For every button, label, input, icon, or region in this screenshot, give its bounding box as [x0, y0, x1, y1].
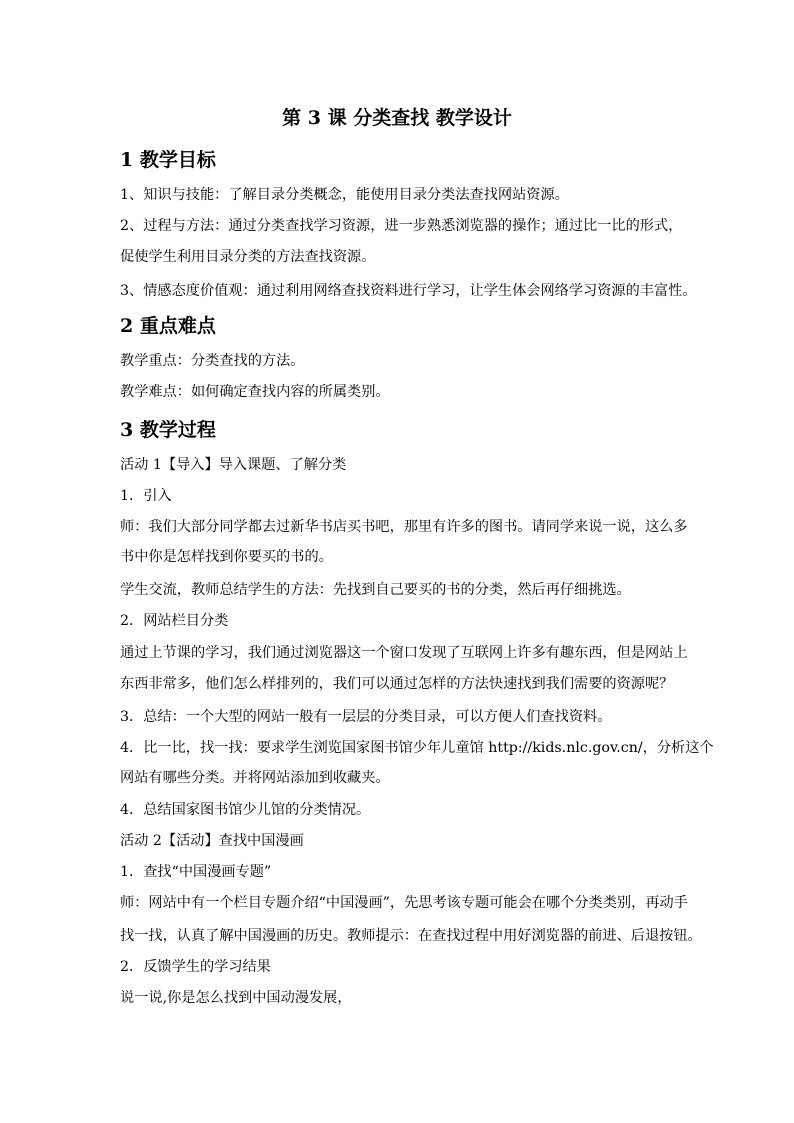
- paragraph-line: 2．反馈学生的学习结果: [120, 959, 271, 975]
- paragraph-line: 活动 1【导入】导入课题、了解分类: [120, 457, 347, 473]
- paragraph-line: 4．比一比，找一找：要求学生浏览国家图书馆少年儿童馆 http://kids.nlc.gov.cn/，分析这个: [120, 740, 714, 756]
- section-heading-process: 3 教学过程: [120, 419, 216, 441]
- paragraph-line: 师：我们大部分同学都去过新华书店买书吧，那里有许多的图书。请同学来说一说，这么多: [120, 519, 688, 535]
- paragraph-line: 说一说,你是怎么找到中国动漫发展，: [120, 990, 352, 1006]
- document-title: 第 3 课 分类查找 教学设计: [282, 107, 512, 129]
- paragraph-line: 1、知识与技能：了解目录分类概念，能使用目录分类法查找网站资源。: [120, 187, 569, 203]
- section-heading-key-points: 2 重点难点: [120, 315, 216, 337]
- paragraph-line: 学生交流，教师总结学生的方法：先找到自己要买的书的分类，然后再仔细挑选。: [120, 582, 631, 598]
- paragraph-line: 师：网站中有一个栏目专题介绍“中国漫画”，先思考该专题可能会在哪个分类类别，再动手: [120, 895, 688, 911]
- paragraph-line: 4．总结国家图书馆少儿馆的分类情况。: [120, 802, 371, 818]
- paragraph-line: 网站有哪些分类。并将网站添加到收藏夹。: [120, 770, 390, 786]
- paragraph-line: 通过上节课的学习，我们通过浏览器这一个窗口发现了互联网上许多有趣东西，但是网站上: [120, 645, 688, 661]
- section-heading-objectives: 1 教学目标: [120, 149, 216, 171]
- paragraph-line: 2、过程与方法：通过分类查找学习资源，进一步熟悉浏览器的操作；通过比一比的形式，: [120, 218, 683, 234]
- paragraph-line: 活动 2【活动】查找中国漫画: [120, 833, 304, 849]
- paragraph-line: 1．引入: [120, 488, 172, 504]
- paragraph-line: 促使学生利用目录分类的方法查找资源。: [120, 249, 376, 265]
- paragraph-line: 2．网站栏目分类: [120, 613, 229, 629]
- paragraph-line: 找一找，认真了解中国漫画的历史。教师提示：在查找过程中用好浏览器的前进、后退按钮。: [120, 928, 702, 944]
- paragraph-line: 教学难点：如何确定查找内容的所属类别。: [120, 384, 390, 400]
- paragraph-line: 书中你是怎样找到你要买的书的。: [120, 549, 333, 565]
- paragraph-line: 1．查找“中国漫画专题”: [120, 864, 272, 880]
- paragraph-line: 3、情感态度价值观：通过利用网络查找资料进行学习，让学生体会网络学习资源的丰富性。: [120, 283, 697, 299]
- paragraph-line: 3．总结：一个大型的网站一般有一层层的分类目录，可以方便人们查找资料。: [120, 709, 612, 725]
- paragraph-line: 教学重点：分类查找的方法。: [120, 353, 305, 369]
- paragraph-line: 东西非常多，他们怎么样排列的，我们可以通过怎样的方法快速找到我们需要的资源呢？: [120, 676, 674, 692]
